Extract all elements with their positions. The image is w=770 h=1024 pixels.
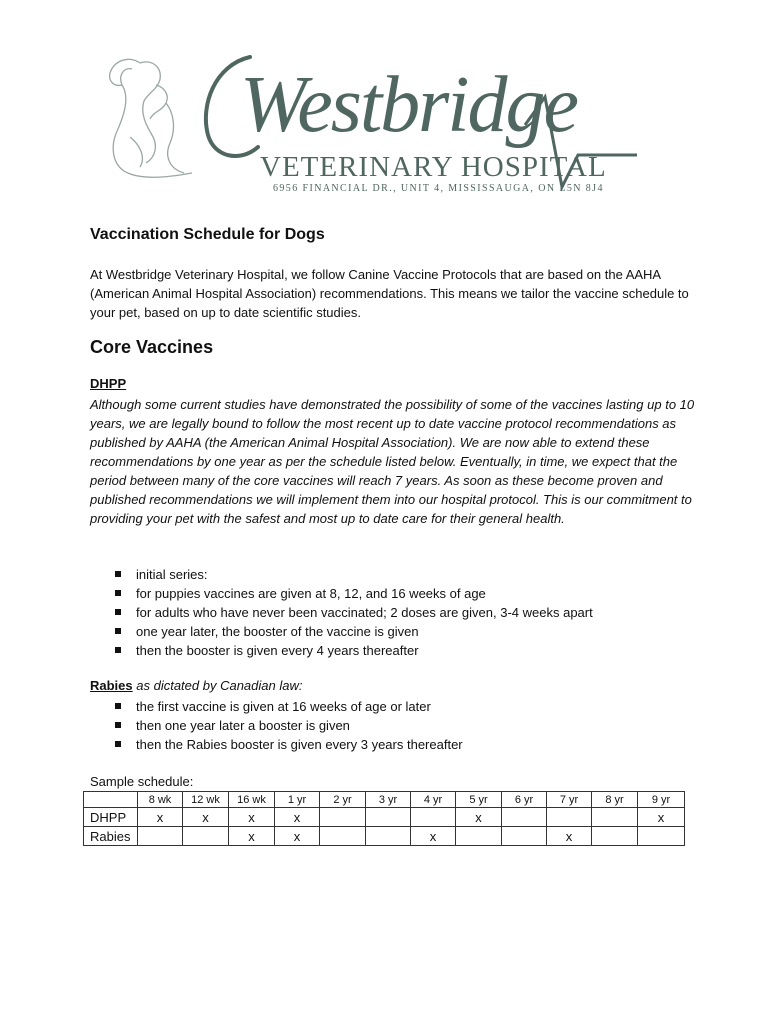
table-header-cell: 8 yr	[592, 792, 638, 808]
list-item: for adults who have never been vaccinated; 2 doses are given, 3-4 weeks apart	[112, 603, 712, 622]
table-cell	[502, 808, 547, 827]
table-header-cell: 12 wk	[183, 792, 229, 808]
list-item: then the Rabies booster is given every 3 years thereafter	[112, 735, 712, 754]
schedule-table	[83, 791, 685, 846]
table-cell: x	[547, 827, 592, 846]
table-row-label: DHPP	[84, 808, 138, 827]
table-cell	[320, 808, 366, 827]
hospital-logo	[100, 45, 645, 200]
table-header-cell: 1 yr	[275, 792, 320, 808]
core-vaccines-heading: Core Vaccines	[90, 337, 214, 357]
table-cell	[502, 827, 547, 846]
table-cell: x	[456, 808, 502, 827]
rabies-heading-line	[90, 678, 302, 693]
dhpp-bullet-list	[112, 565, 712, 660]
list-item: the first vaccine is given at 16 weeks of age or later	[112, 697, 712, 716]
table-row	[84, 808, 685, 827]
table-cell: x	[411, 827, 456, 846]
table-cell: x	[229, 808, 275, 827]
table-cell	[547, 808, 592, 827]
table-cell: x	[638, 808, 685, 827]
list-item: for puppies vaccines are given at 8, 12, and 16 weeks of age	[112, 584, 712, 603]
intro-paragraph: At Westbridge Veterinary Hospital, we follow Canine Vaccine Protocols that are based on the AAHA (American Animal Hospital Association) recommendations. This means we tailor the vaccine schedule to your pet, based on up to date scientific studies.	[90, 267, 689, 320]
rabies-bullet-list	[112, 697, 712, 754]
list-item: then one year later a booster is given	[112, 716, 712, 735]
table-header-cell: 8 wk	[138, 792, 183, 808]
table-header-cell: 5 yr	[456, 792, 502, 808]
table-cell	[183, 827, 229, 846]
table-cell	[320, 827, 366, 846]
table-header-cell: 16 wk	[229, 792, 275, 808]
table-cell: x	[275, 808, 320, 827]
rabies-note: as dictated by Canadian law:	[132, 678, 303, 693]
table-cell: x	[275, 827, 320, 846]
sample-schedule-label: Sample schedule:	[90, 774, 194, 789]
table-row-label: Rabies	[84, 827, 138, 846]
table-row	[84, 827, 685, 846]
table-header-cell: 4 yr	[411, 792, 456, 808]
table-header-cell: 9 yr	[638, 792, 685, 808]
rabies-heading: Rabies	[90, 678, 133, 693]
table-header-cell: 3 yr	[366, 792, 411, 808]
table-cell	[592, 827, 638, 846]
table-header-row	[84, 792, 685, 808]
table-cell	[366, 808, 411, 827]
page-title: Vaccination Schedule for Dogs	[90, 226, 325, 243]
table-cell	[638, 827, 685, 846]
table-cell: x	[229, 827, 275, 846]
logo-wordmark: Westbridge	[240, 61, 578, 149]
table-cell: x	[138, 808, 183, 827]
logo-subtitle: VETERINARY HOSPITAL	[260, 151, 607, 183]
list-item: initial series:	[112, 565, 712, 584]
dhpp-paragraph: Although some current studies have demonstrated the possibility of some of the vaccines lasting up to 10 years, we are legally bound to follow the most recent up to date vaccine protocol recommendations as published by AAHA (the American Animal Hospital Association). We are now able to extend these recommendations by one year as per the schedule listed below. Eventually, in time, we expect that the period between many of the core vaccines will reach 7 years. As soon as these become proven and published recommendations we will implement them into our hospital protocol. This is our commitment to providing your pet with the safest and most up to date care for their general health.	[90, 397, 695, 526]
table-cell	[366, 827, 411, 846]
dhpp-heading: DHPP	[90, 376, 127, 391]
list-item: then the booster is given every 4 years thereafter	[112, 641, 712, 660]
table-cell	[592, 808, 638, 827]
table-header-cell	[84, 792, 138, 808]
table-cell	[138, 827, 183, 846]
table-cell	[456, 827, 502, 846]
table-cell: x	[183, 808, 229, 827]
list-item: one year later, the booster of the vaccine is given	[112, 622, 712, 641]
table-header-cell: 7 yr	[547, 792, 592, 808]
table-header-cell: 2 yr	[320, 792, 366, 808]
table-cell	[411, 808, 456, 827]
table-header-cell: 6 yr	[502, 792, 547, 808]
logo-address: 6956 FINANCIAL DR., UNIT 4, MISSISSAUGA, ON L5N 8J4	[273, 183, 604, 194]
